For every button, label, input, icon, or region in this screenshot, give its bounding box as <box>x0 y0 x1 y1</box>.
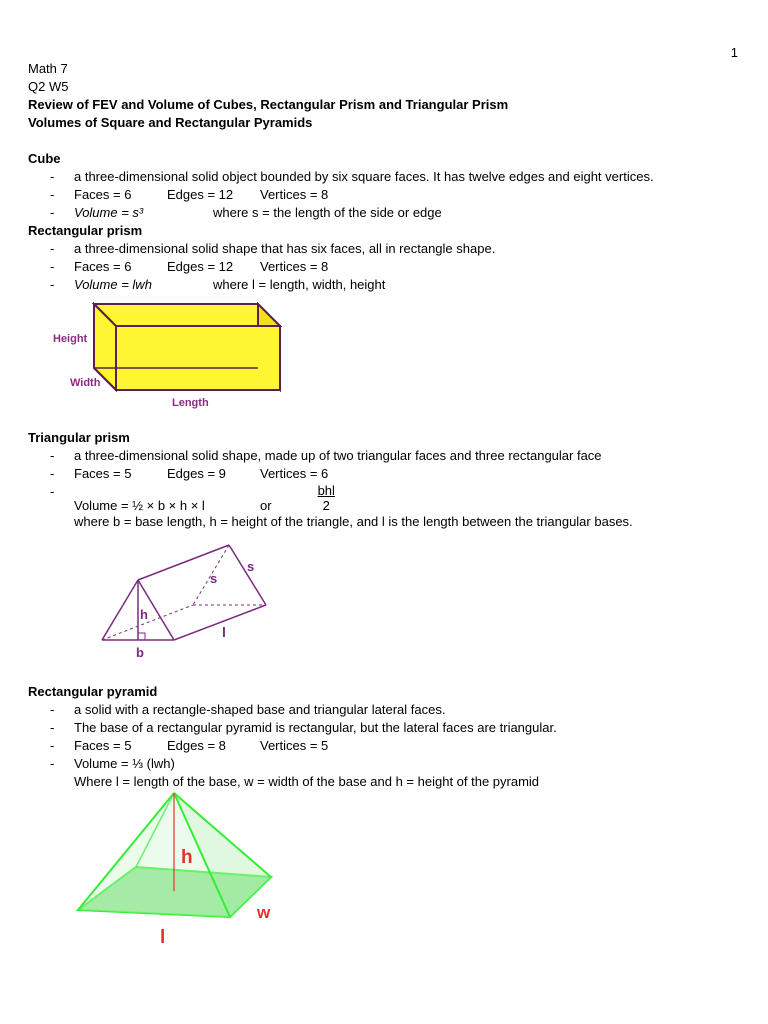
length-label: Length <box>172 397 209 409</box>
s-inner-label: s <box>210 571 218 586</box>
cube-heading: Cube <box>28 151 61 166</box>
height-label: Height <box>53 333 88 345</box>
tri-prism-figure <box>28 531 738 683</box>
rect-pyramid-fev: - Faces = 5 Edges = 8 Vertices = 5 <box>50 738 329 753</box>
volume-fraction: $\frac{\text{bhl}}{2}$ <box>317 483 335 513</box>
rect-prism-definition: - a three-dimensional solid shape that has six faces, all in rectangle shape. <box>50 241 496 256</box>
l-label: l <box>222 624 226 640</box>
header-line1: Math 7 <box>28 61 68 76</box>
h-label: h <box>181 847 193 868</box>
header-line2: Q2 W5 <box>28 79 69 94</box>
tri-prism-svg <box>92 539 352 687</box>
cube-definition: - a three-dimensional solid object bounded by six square faces. It has twelve edges and eight vertices. <box>50 169 654 184</box>
title-pyramids: Volumes of Square and Rectangular Pyramids <box>28 115 313 130</box>
tri-prism-fev: - Faces = 5 Edges = 9 Vertices = 6 <box>50 466 329 481</box>
rect-prism-svg <box>48 298 308 428</box>
width-label: Width <box>70 377 101 389</box>
h-label: h <box>140 607 148 622</box>
rect-pyramid-heading: Rectangular pyramid <box>28 684 158 699</box>
rect-pyramid-figure <box>28 791 738 956</box>
cube-fev: - Faces = 6 Edges = 12 Vertices = 8 <box>50 187 329 202</box>
title-review: Review of FEV and Volume of Cubes, Rectangular Prism and Triangular Prism <box>28 97 509 112</box>
rect-pyramid-definition1: - a solid with a rectangle-shaped base and triangular lateral faces. <box>50 702 446 717</box>
rect-prism-heading: Rectangular prism <box>28 223 143 238</box>
page-number: 1 <box>730 45 738 60</box>
w-label: w <box>257 903 271 922</box>
rect-pyramid-definition2: - The base of a rectangular pyramid is rectangular, but the lateral faces are triangular. <box>50 720 557 735</box>
tri-prism-volume: - Volume = ½ × b × h × l or $\frac{\text{bhl}}{2}$ <box>50 483 335 513</box>
rect-prism-volume: - Volume = lwh where l = length, width, height <box>50 277 386 292</box>
document-content <box>28 60 738 956</box>
rect-pyramid-svg <box>74 791 334 951</box>
s-outer-label: s <box>247 559 255 574</box>
tri-prism-definition: - a three-dimensional solid shape, made up of two triangular faces and three rectangular face <box>50 448 602 463</box>
b-label: b <box>136 645 144 660</box>
l-label: l <box>160 927 166 948</box>
tri-prism-heading: Triangular prism <box>28 430 130 445</box>
rect-pyramid-volume: - Volume = ⅓ (lwh) <box>50 756 175 771</box>
rect-prism-figure <box>28 294 738 429</box>
rect-prism-fev: - Faces = 6 Edges = 12 Vertices = 8 <box>50 259 329 274</box>
cube-volume: - Volume = s³ where s = the length of the side or edge <box>50 205 442 220</box>
rect-pyramid-where: Where l = length of the base, w = width of the base and h = height of the pyramid <box>74 774 540 789</box>
tri-prism-where: where b = base length, h = height of the triangle, and l is the length between the triangular bases. <box>74 514 633 529</box>
